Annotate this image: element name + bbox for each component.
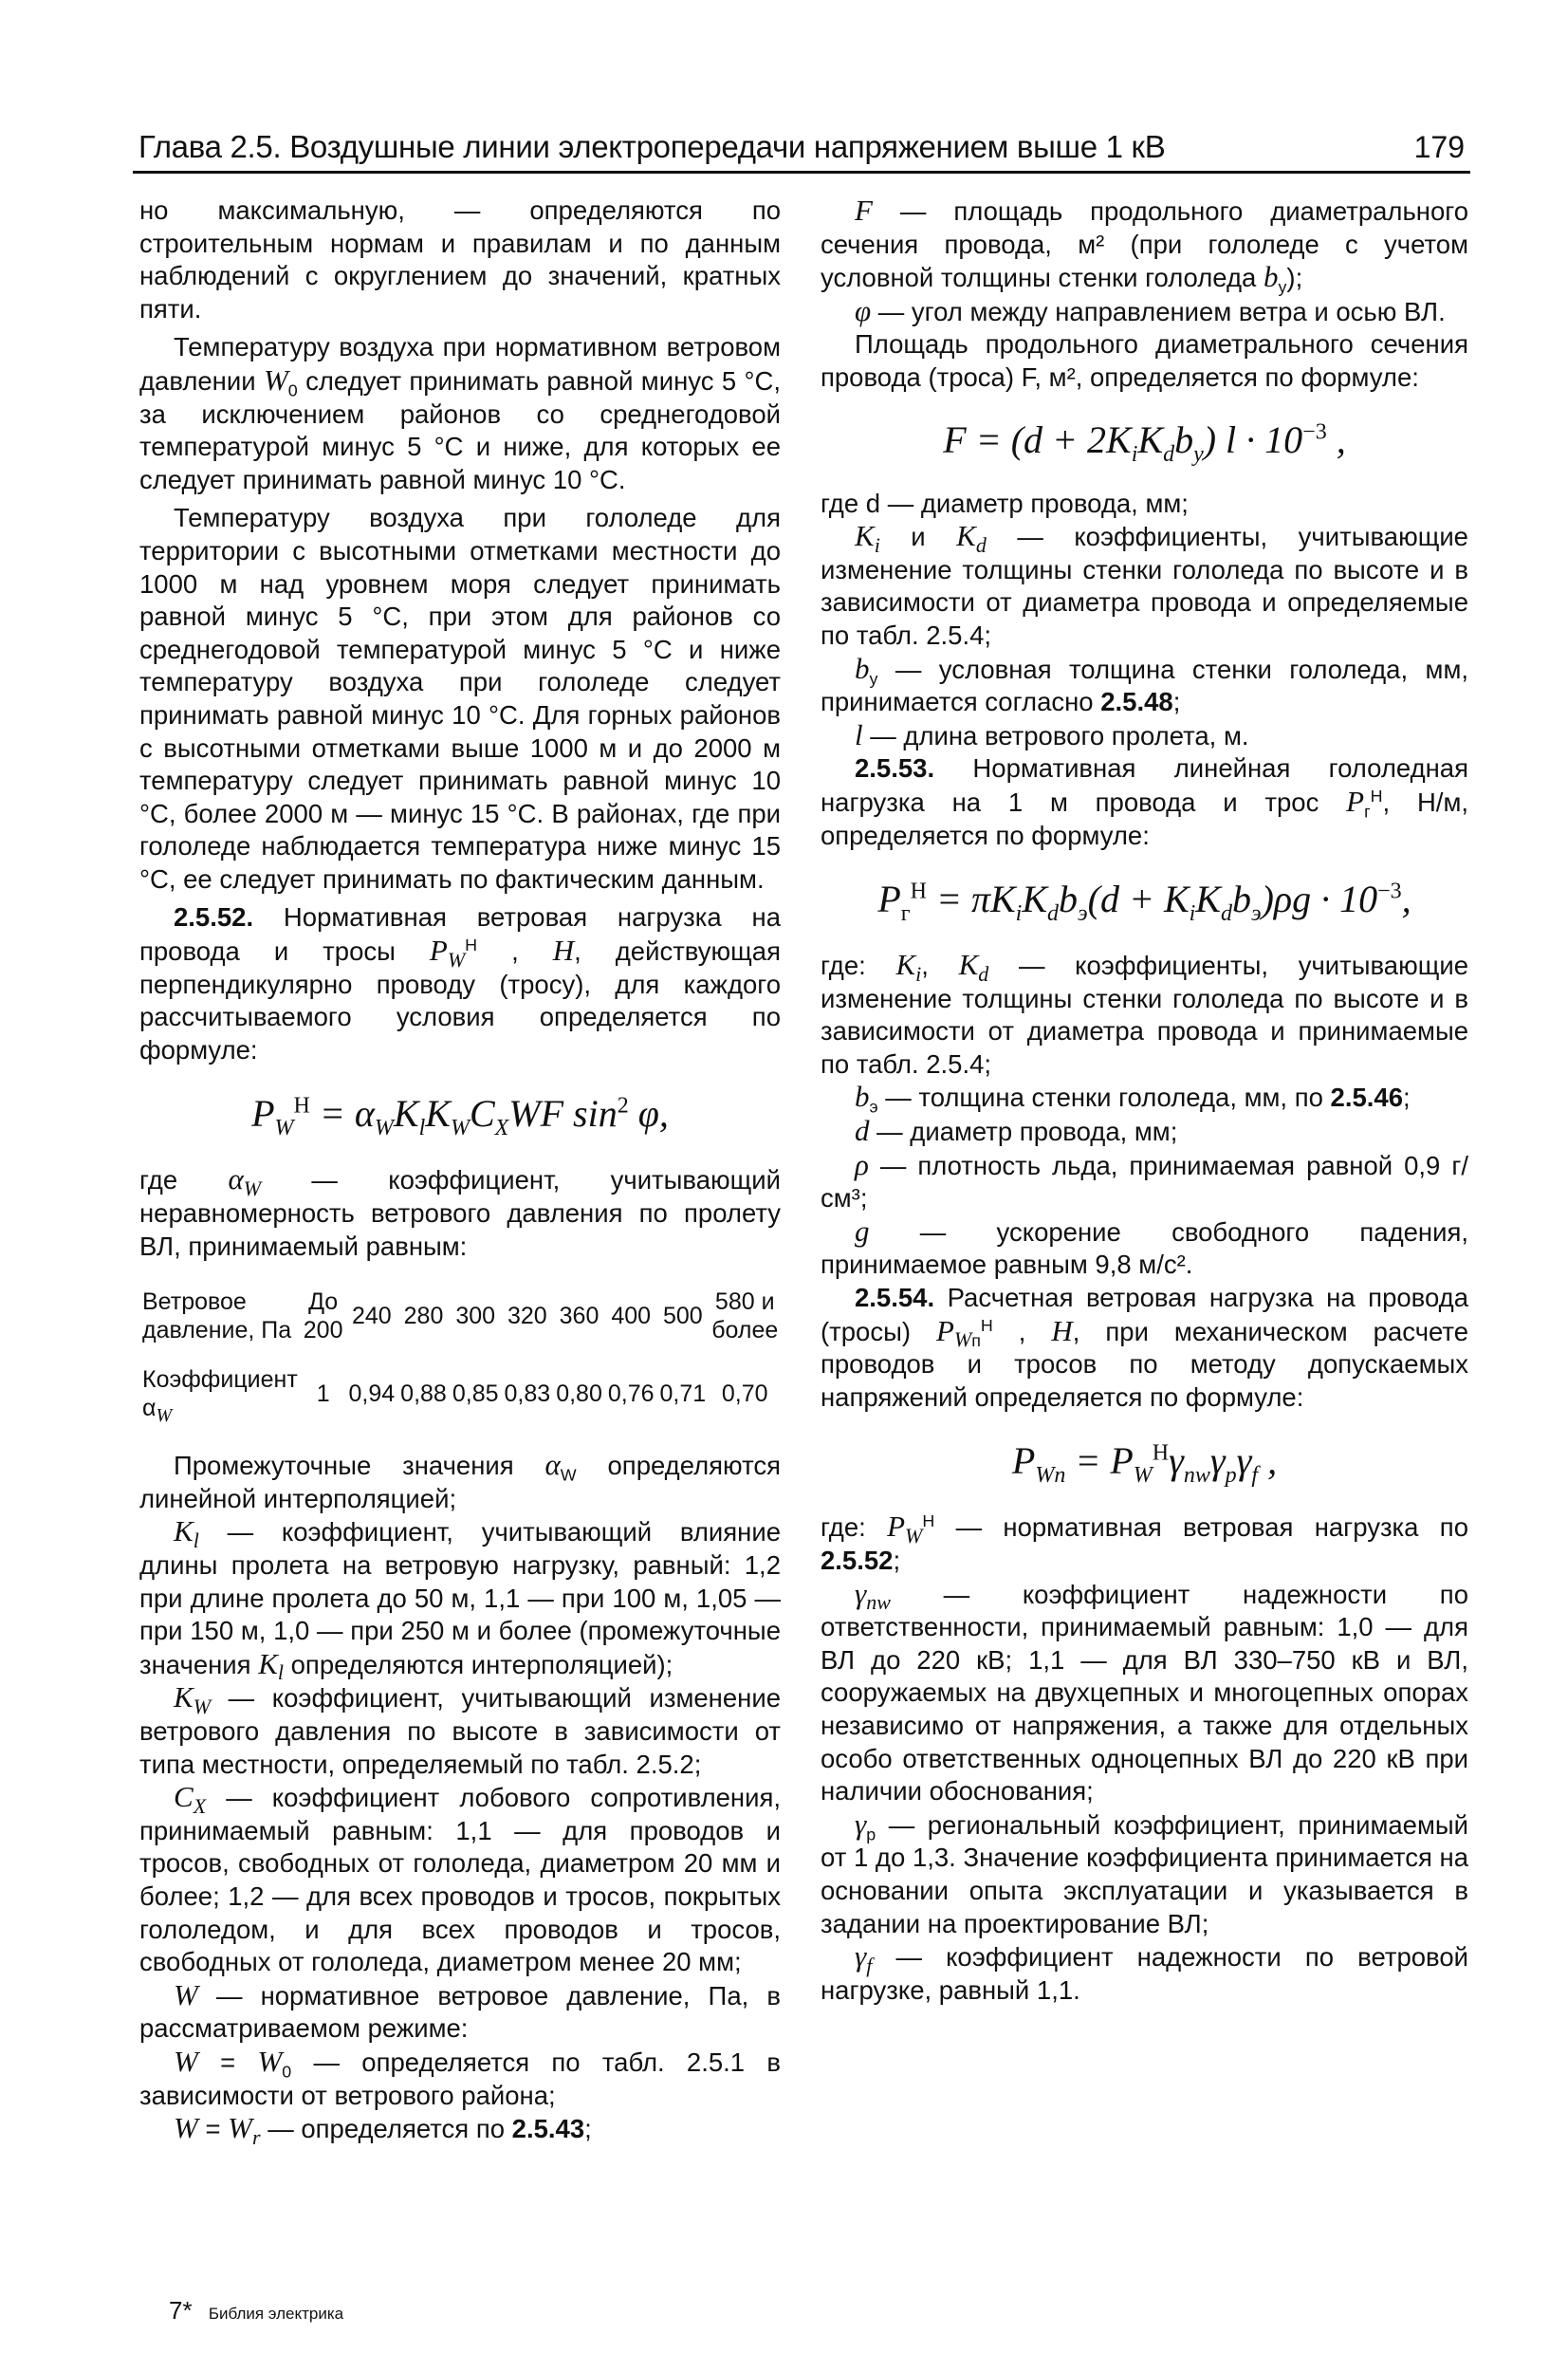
formula-ice-load: $P_г^Н = \pi K_iK_db_э(d + K_iK_db_э)\rho g \cdot 10^{-3}$, xyxy=(877,878,1411,927)
chapter-title: Глава 2.5. Воздушные линии электропередачи напряжением выше 1 кВ xyxy=(138,129,1166,164)
paragraph: Температуру воздуха при нормативном ветровом давлении $W_0$ следует принимать равной минус 5 °С, за исключением районов со среднегодовой температурой минус 5 °С и ниже, для которых ее следует принимать равной минус 10 °С. xyxy=(139,332,781,494)
running-header xyxy=(133,114,1470,174)
definition-ki-kd: $K_i$ и $K_d$ — коэффициенты, учитывающие изменение толщины стенки гололеда по высоте и в зависимости от диаметра провода и определяемые по табл. 2.5.4; xyxy=(821,519,1468,650)
definition-be: $b_э$ — толщина стенки гололеда, мм, по 2.5.46; xyxy=(855,1080,1411,1117)
definition-d2: d — диаметр провода, мм; xyxy=(855,1114,1178,1148)
definition-f: F — площадь продольного диаметрального сечения провода, м² (при гололеде с учетом условной толщины стенки гололеда $b_у$); xyxy=(821,194,1468,297)
table-cell: 0,71 xyxy=(659,1380,707,1408)
table-cell: 400 xyxy=(611,1303,652,1330)
paragraph: Температуру воздуха при гололеде для территории с высотными отметками местности до 1000 м над уровнем моря следует принимать равной минус 5 °С, при этом для районов со среднегодовой температурой минус 5 °С и ниже температуру воздуха при гололеде следует принимать равной минус 10 °С. Для горных районов с высотными отметками выше 1000 м и до 2000 м температуру следует принимать равной минус 10 °С, более 2000 м — минус 15 °С. В районах, где при гололеде наблюдается температура ниже минус 15 °С, ее следует принимать по фактическим данным. xyxy=(139,503,781,894)
table-cell: 0,94 xyxy=(348,1380,396,1408)
section-2-5-54: 2.5.54. Расчетная ветровая нагрузка на провода (тросы) $P_{Wп}^Н$ , H, при механическом расчете проводов и тросов по методу допускаемых напряжений определяется по формуле: xyxy=(821,1283,1468,1412)
definition-ki-kd-2: где: $K_i$, $K_d$ — коэффициенты, учитывающие изменение толщины стенки гололеда по высоте и в зависимости от диаметра провода и принимаемые по табл. 2.5.4; xyxy=(821,948,1469,1079)
right-column xyxy=(821,195,1468,2007)
definition-d: где d — диаметр провода, мм; xyxy=(821,488,1189,518)
table-cell: 280 xyxy=(403,1303,444,1330)
alpha-coefficient-table xyxy=(139,1286,781,1427)
paragraph: Промежуточные значения $\alpha_W$ определяются линейной интерполяцией; xyxy=(139,1448,781,1513)
table-cell: 240 xyxy=(351,1303,392,1330)
table-cell: 0,85 xyxy=(452,1380,499,1408)
table-cell: 0,83 xyxy=(504,1380,551,1408)
table-cell: Ветровое давление, Па xyxy=(142,1288,292,1344)
table-row xyxy=(139,1286,781,1346)
section-2-5-52: 2.5.52. Нормативная ветровая нагрузка на провода и тросы $P_W^Н$ , H, действующая перпендикулярно проводу (тросу), для каждого рассчитываемого условия определяется по формуле: xyxy=(139,902,781,1065)
page-number: 179 xyxy=(1413,130,1465,164)
formula-wind-load: $P_W^Н = \alpha_WK_lK_WC_XWF$ $\sin^2 \varphi$, xyxy=(251,1092,669,1141)
formula-area: $F = (d + 2K_iK_db_y)$ $l \cdot 10^{-3}$ , xyxy=(943,417,1346,467)
definition-rho: ρ — плотность льда, принимаемая равной 0,9 г/см³; xyxy=(821,1147,1468,1214)
definition-by: $b_у$ — условная толщина стенки гололеда, мм, принимается согласно 2.5.48; xyxy=(821,651,1468,717)
table-cell: 580 и более xyxy=(711,1288,779,1344)
definition-yp: $\gamma_р$ — региональный коэффициент, принимаемый от 1 до 1,3. Значение коэффициента принимается на основании опыта эксплуатации и указывается в задании на проектирование ВЛ; xyxy=(821,1806,1468,1938)
definition-ynw: $\gamma_{nw}$ — коэффициент надежности по ответственности, принимаемый равным: 1,0 — для ВЛ до 220 кВ; 1,1 — для ВЛ 330–750 кВ и ВЛ, сооружаемых на двухцепных и многоцепных опорах независимо от напряжения, а также для отдельных особо ответственных одноцепных ВЛ до 220 кВ при наличии обоснования; xyxy=(821,1576,1468,1806)
definition-cx: $C_X$ — коэффициент лобового сопротивления, принимаемый равным: 1,1 — для проводов и тросов, свободных от гололеда, диаметром 20 мм и более; 1,2 — для всех проводов и тросов, покрытых гололедом, и для всех проводов и тросов, свободных от гололеда, диаметром менее 20 мм; xyxy=(139,1780,781,1977)
definition-wr: $W = W_r$ — определяется по 2.5.43; xyxy=(174,2111,592,2149)
left-column xyxy=(139,195,781,2149)
definition-g: g — ускорение свободного падения, принимаемое равным 9,8 м/с². xyxy=(821,1214,1468,1280)
table-cell: Коэффициент $\alpha_W$ xyxy=(142,1366,298,1427)
signature-mark: 7* xyxy=(169,2296,193,2325)
table-cell: 360 xyxy=(559,1303,600,1330)
table-cell: 0,70 xyxy=(721,1380,768,1408)
table-row xyxy=(139,1363,781,1424)
definition-w0: $W = W_0$ — определяется по табл. 2.5.1 в зависимости от ветрового района; xyxy=(139,2044,781,2110)
paragraph: но максимальную, — определяются по строительным нормам и правилам и по данным наблюдений с округлением до значений, кратных пяти. xyxy=(139,195,781,324)
definition-kw: $K_W$ — коэффициент, учитывающий изменение ветрового давления по высоте в зависимости от типа местности, определяемый по табл. 2.5.2; xyxy=(139,1680,781,1779)
section-2-5-53: 2.5.53. Нормативная линейная гололедная нагрузка на 1 м провода и трос $P_г^Н$, Н/м, определяется по формуле: xyxy=(821,753,1468,850)
formula-design-wind-load: $P_{Wп} = P_W^Н\gamma_{nw}\gamma_р\gamma_f$ , xyxy=(1011,1439,1278,1489)
table-cell: До 200 xyxy=(303,1288,343,1344)
table-cell: 0,88 xyxy=(400,1380,447,1408)
footer-source: Библия электрика xyxy=(208,2305,344,2323)
table-cell: 500 xyxy=(663,1303,703,1330)
definition-kl: $K_l$ — коэффициент, учитывающий влияние длины пролета на ветровую нагрузку, равный: 1,2 при длине пролета до 50 м, 1,1 — при 100 м, 1,05 — при 150 м, 1,0 — при 250 м и более (промежуточные значения $K_l$ определяются интерполяцией); xyxy=(139,1514,781,1685)
paragraph: где $\alpha_W$ — коэффициент, учитывающий неравномерность ветрового давления по пролету ВЛ, принимаемый равным: xyxy=(139,1162,781,1261)
table-cell: 1 xyxy=(316,1380,330,1408)
paragraph: Площадь продольного диаметрального сечения провода (троса) F, м², определяется по формуле: xyxy=(821,329,1468,392)
table-cell: 0,80 xyxy=(556,1380,602,1408)
definition-l: l — длина ветрового пролета, м. xyxy=(855,717,1249,751)
definition-phi: φ — угол между направлением ветра и осью ВЛ. xyxy=(855,293,1446,327)
definition-w: W — нормативное ветровое давление, Па, в рассматриваемом режиме: xyxy=(139,1977,781,2044)
table-cell: 320 xyxy=(507,1303,547,1330)
definition-yf: $\gamma_f$ — коэффициент надежности по ветровой нагрузке, равный 1,1. xyxy=(821,1939,1468,2005)
table-cell: 300 xyxy=(455,1303,496,1330)
table-cell: 0,76 xyxy=(607,1380,655,1408)
definition-pw: где: $P_W^Н$ — нормативная ветровая нагрузка по 2.5.52; xyxy=(821,1510,1468,1575)
page-footer xyxy=(169,2296,343,2325)
